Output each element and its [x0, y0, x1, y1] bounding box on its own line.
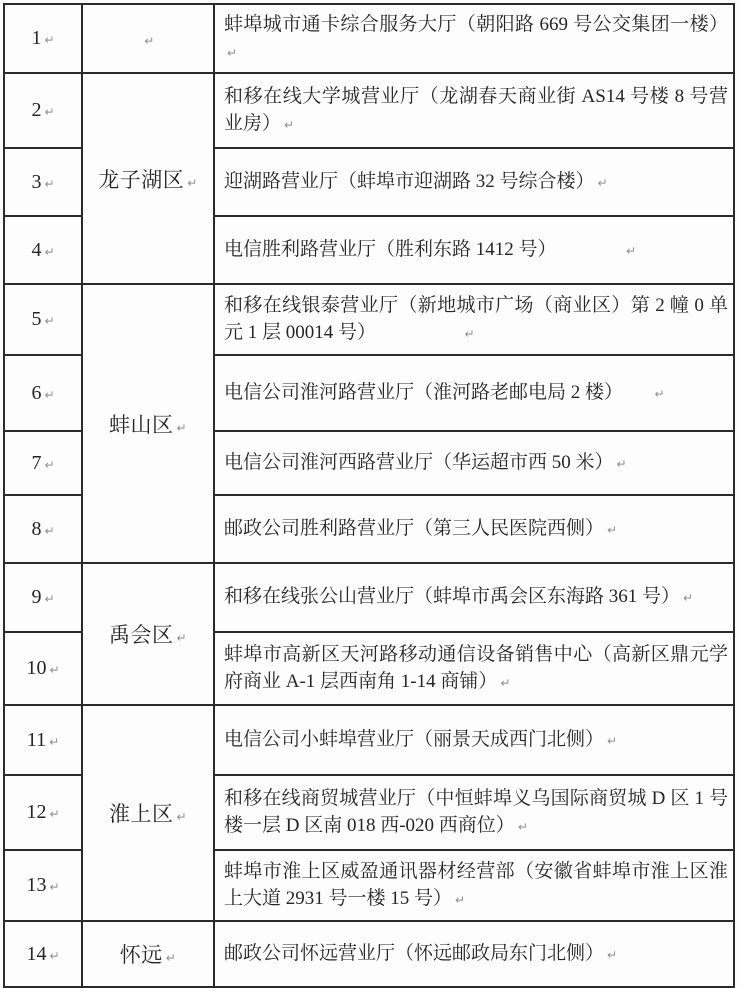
address-cell: [214, 73, 734, 148]
row-number-cell: [4, 775, 82, 850]
table-row: [4, 705, 734, 775]
pilcrow-mark-icon: ↵: [455, 892, 466, 907]
address-text: 和移在线银泰营业厅（新地城市广场（商业区）第 2 幢 0 单元 1 层 00014 号）: [224, 294, 728, 343]
address-cell: [214, 921, 734, 987]
pilcrow-mark-icon: ↵: [227, 45, 238, 60]
pilcrow-mark-icon: ↵: [144, 34, 155, 48]
pilcrow-mark-icon: ↵: [44, 33, 55, 47]
pilcrow-mark-icon: ↵: [49, 807, 60, 821]
pilcrow-mark-icon: ↵: [607, 733, 618, 748]
district-name: 蚌山区: [108, 412, 174, 437]
row-number: 9: [31, 586, 42, 608]
pilcrow-mark-icon: ↵: [464, 326, 475, 341]
row-number: 11: [26, 728, 47, 751]
row-number: 14: [26, 942, 47, 965]
address-cell: [214, 495, 734, 563]
row-number-cell: [4, 284, 82, 355]
pilcrow-mark-icon: ↵: [597, 175, 608, 190]
table-row: [4, 4, 734, 73]
address-text: 和移在线大学城营业厅（龙湖春天商业街 AS14 号楼 8 号营业房）: [224, 85, 728, 134]
pilcrow-mark-icon: ↵: [44, 387, 55, 402]
district-name: 怀远: [119, 943, 163, 967]
row-number-cell: [4, 495, 82, 563]
pilcrow-mark-icon: ↵: [44, 176, 55, 191]
row-number: 13: [26, 874, 47, 896]
row-number-cell: [4, 73, 82, 148]
row-number: 5: [31, 308, 42, 330]
address-cell: [214, 705, 734, 775]
row-number: 2: [31, 99, 42, 121]
pilcrow-mark-icon: ↵: [49, 880, 60, 894]
row-number: 1: [31, 27, 42, 49]
address-cell: [214, 775, 734, 850]
district-name: 龙子湖区: [98, 167, 185, 192]
address-cell: [214, 216, 734, 284]
address-text: 蚌埠市高新区天河路移动通信设备销售中心（高新区鼎元学府商业 A-1 层西南角 1-14 商铺）: [224, 643, 728, 692]
row-number-cell: [4, 355, 82, 431]
address-cell: [214, 355, 734, 431]
address-text: 电信公司淮河西路营业厅（华运超市西 50 米）: [224, 451, 614, 473]
district-cell: [82, 4, 214, 73]
row-number: 7: [31, 451, 42, 474]
address-text: 电信胜利路营业厅（胜利东路 1412 号）: [224, 238, 624, 260]
store-locations-table: [3, 3, 735, 988]
pilcrow-mark-icon: ↵: [49, 948, 60, 963]
district-cell-huaishang: [82, 705, 214, 921]
district-name: 淮上区: [108, 802, 174, 826]
row-number-cell: [4, 431, 82, 495]
pilcrow-mark-icon: ↵: [44, 244, 55, 259]
row-number: 6: [31, 381, 42, 404]
row-number: 8: [31, 517, 42, 540]
pilcrow-mark-icon: ↵: [165, 951, 177, 965]
pilcrow-mark-icon: ↵: [44, 105, 55, 119]
row-number: 12: [26, 801, 47, 823]
district-cell-longzihu: [82, 73, 214, 284]
address-cell: [214, 284, 734, 355]
address-text: 邮政公司胜利路营业厅（第三人民医院西侧）: [224, 517, 605, 539]
pilcrow-mark-icon: ↵: [683, 591, 694, 605]
district-cell-yuhui: [82, 563, 214, 705]
address-text: 和移在线商贸城营业厅（中恒蚌埠义乌国际商贸城 D 区 1 号楼一层 D 区南 018 西-020 西商位）: [224, 787, 728, 836]
pilcrow-mark-icon: ↵: [49, 663, 60, 677]
row-number-cell: [4, 148, 82, 216]
pilcrow-mark-icon: ↵: [626, 243, 637, 258]
pilcrow-mark-icon: ↵: [500, 675, 511, 690]
pilcrow-mark-icon: ↵: [44, 592, 55, 606]
row-number: 4: [31, 238, 42, 261]
pilcrow-mark-icon: ↵: [44, 314, 55, 328]
address-text: 电信公司淮河路营业厅（淮河路老邮电局 2 楼）: [224, 381, 652, 403]
address-cell: [214, 148, 734, 216]
district-cell-huaiyuan: [82, 921, 214, 987]
pilcrow-mark-icon: ↵: [284, 117, 295, 132]
pilcrow-mark-icon: ↵: [607, 947, 618, 962]
pilcrow-mark-icon: ↵: [517, 819, 528, 834]
row-number: 10: [26, 657, 47, 679]
district-cell-bengshan: [82, 284, 214, 563]
pilcrow-mark-icon: ↵: [44, 457, 55, 472]
row-number: 3: [31, 170, 42, 193]
address-cell: [214, 632, 734, 705]
address-text: 蚌埠市淮上区威盈通讯器材经营部（安徽省蚌埠市淮上区淮上大道 2931 号一楼 15 号）: [224, 860, 728, 909]
pilcrow-mark-icon: ↵: [607, 522, 618, 537]
address-text: 蚌埠城市通卡综合服务大厅（朝阳路 669 号公交集团一楼）: [224, 13, 728, 35]
table-row: [4, 284, 734, 355]
row-number-cell: [4, 563, 82, 632]
table-row: [4, 563, 734, 632]
address-text: 迎湖路营业厅（蚌埠市迎湖路 32 号综合楼）: [224, 170, 595, 192]
pilcrow-mark-icon: ↵: [44, 523, 55, 538]
pilcrow-mark-icon: ↵: [616, 456, 627, 471]
pilcrow-mark-icon: ↵: [49, 734, 60, 749]
address-text: 和移在线张公山营业厅（蚌埠市禹会区东海路 361 号）: [224, 586, 681, 607]
pilcrow-mark-icon: ↵: [176, 810, 188, 824]
pilcrow-mark-icon: ↵: [654, 386, 665, 401]
district-name: 禹会区: [108, 623, 174, 647]
row-number-cell: [4, 921, 82, 987]
row-number-cell: [4, 632, 82, 705]
row-number-cell: [4, 216, 82, 284]
table-row: [4, 921, 734, 987]
address-cell: [214, 563, 734, 632]
row-number-cell: [4, 705, 82, 775]
row-number-cell: [4, 4, 82, 73]
address-cell: [214, 431, 734, 495]
address-cell: [214, 4, 734, 73]
address-text: 邮政公司怀远营业厅（怀远邮政局东门北侧）: [224, 942, 605, 964]
address-text: 电信公司小蚌埠营业厅（丽景天成西门北侧）: [224, 728, 605, 750]
pilcrow-mark-icon: ↵: [187, 175, 198, 190]
table-row: [4, 73, 734, 148]
address-cell: [214, 850, 734, 921]
row-number-cell: [4, 850, 82, 921]
pilcrow-mark-icon: ↵: [176, 420, 188, 435]
pilcrow-mark-icon: ↵: [176, 631, 188, 645]
